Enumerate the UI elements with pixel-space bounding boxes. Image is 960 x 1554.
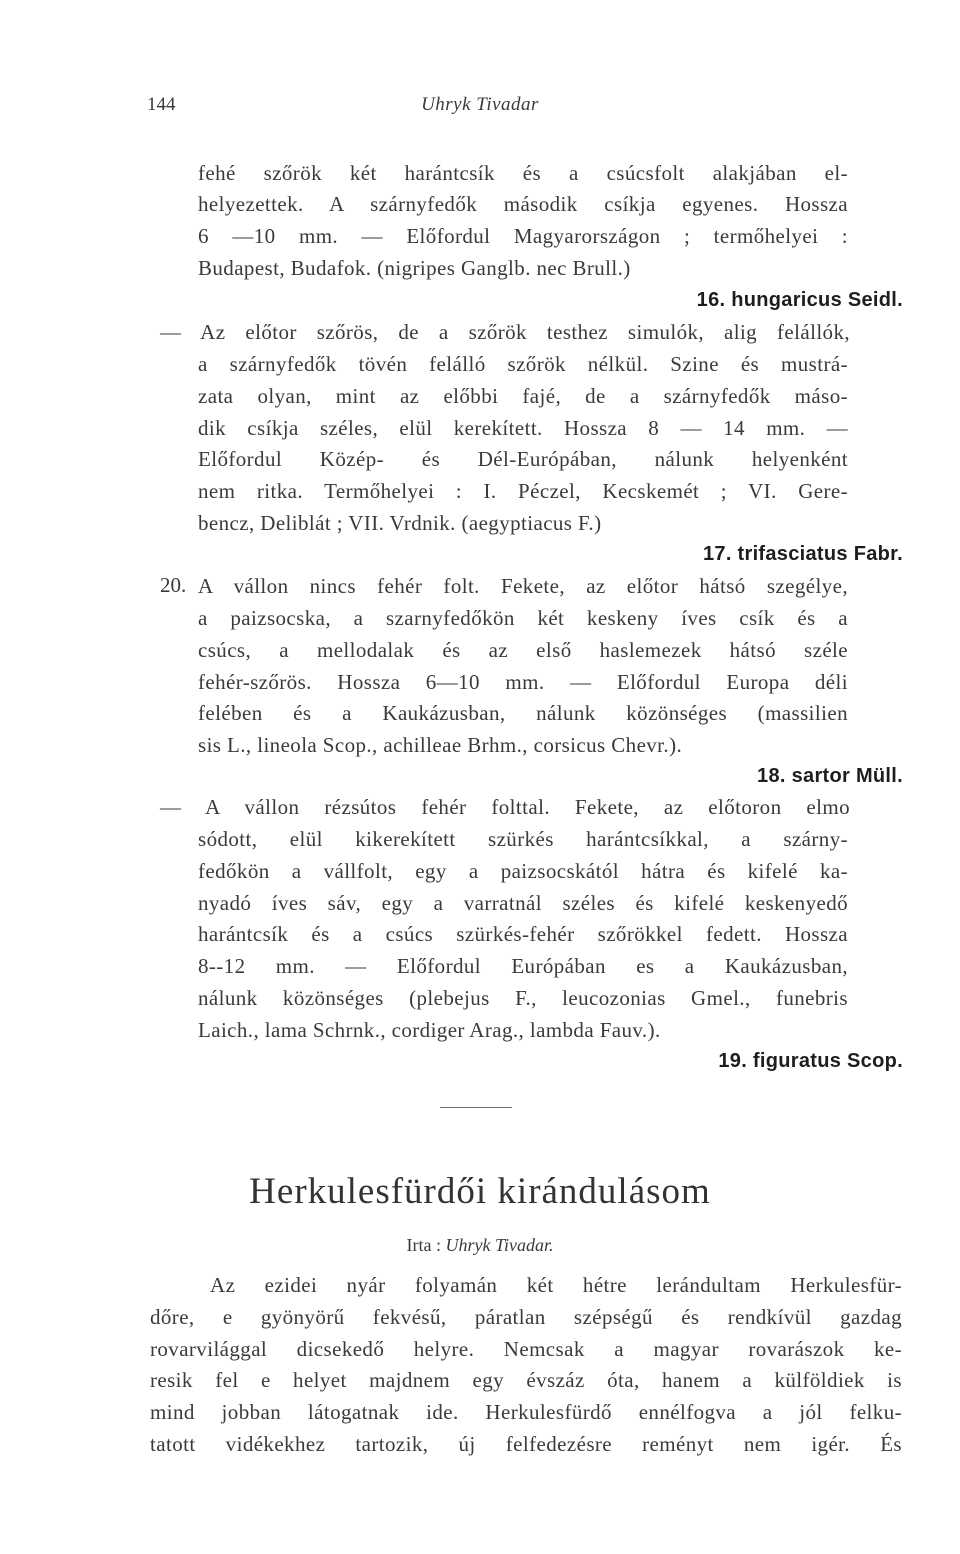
text-line: zata olyan, mint az előbbi fajé, de a szárnyfedők máso- (198, 384, 848, 408)
section-divider (440, 1107, 512, 1108)
text-line: fedőkön a vállfolt, egy a paizsocskától hátra és kifelé ka- (198, 859, 848, 883)
text-line: a paizsocska, a szarnyfedőkön két keskeny íves csík és a (198, 606, 848, 630)
text-line: Budapest, Budafok. (nigripes Ganglb. nec Brull.) (198, 256, 631, 280)
text-line: Előfordul Közép- és Dél-Európában, nálunk helyenként (198, 447, 848, 471)
article-line: resik fel e helyet majdnem egy évszáz óta, hanem a külföldiek is (150, 1368, 902, 1392)
text-line: harántcsík és a csúcs szürkés-fehér szőrökkel fedett. Hossza (198, 922, 848, 946)
text-line: sis L., lineola Scop., achilleae Brhm., corsicus Chevr.). (198, 733, 683, 757)
species-heading: 17. trifasciatus Fabr. (702, 543, 903, 565)
byline-author: Uhryk Tivadar. (445, 1235, 554, 1255)
article-title: Herkulesfürdői kirándulásom (249, 1171, 711, 1212)
text-line: 6 —10 mm. — Előfordul Magyarországon ; termőhelyei : (198, 224, 848, 248)
text-line: fehér-szőrös. Hossza 6—10 mm. — Előfordul Europa déli (198, 670, 848, 694)
page-number: 144 (147, 94, 176, 115)
article-byline (0, 1235, 960, 1256)
text-line: nyadó íves sáv, egy a varratnál széles és kifelé keskenyedő (198, 891, 848, 915)
text-line: 8--12 mm. — Előfordul Európában es a Kaukázusban, (198, 954, 848, 978)
article-line: tatott vidékekhez tartozik, új felfedezésre reményt nem igér. És (150, 1432, 902, 1456)
species-heading: 16. hungaricus Seidl. (696, 289, 903, 311)
text-line: csúcs, a mellodalak és az első haslemezek hátsó széle (198, 638, 848, 662)
text-line: helyezettek. A szárnyfedők második csíkja egyenes. Hossza (198, 192, 848, 216)
byline-prefix: Irta : (406, 1235, 441, 1255)
article-line: mind jobban látogatnak ide. Herkulesfürdő ennélfogva a jól felku- (150, 1400, 902, 1424)
species-heading: 18. sartor Müll. (757, 765, 903, 787)
text-line: dik csíkja széles, elül kerekített. Hossza 8 — 14 mm. — (198, 416, 848, 440)
text-line: — A vállon rézsútos fehér folttal. Fekete, az előtoron elmo (160, 795, 850, 819)
text-line: fehé szőrök két harántcsík és a csúcsfolt alakjában el- (198, 161, 848, 185)
text-line: — Az előtor szőrös, de a szőrök testhez simulók, alig felállók, (160, 320, 850, 344)
text-line: A vállon nincs fehér folt. Fekete, az előtor hátsó szegélye, (198, 574, 848, 598)
article-line: dőre, e gyönyörű fekvésű, páratlan szépségű és rendkívül gazdag (150, 1305, 902, 1329)
text-line: Laich., lama Schrnk., cordiger Arag., lambda Fauv.). (198, 1018, 661, 1042)
text-line: nálunk közönséges (plebejus F., leucozonias Gmel., funebris (198, 986, 848, 1010)
text-line: a szárnyfedők tövén felálló szőrök nélkül. Szine és mustrá- (198, 352, 848, 376)
text-line: nem ritka. Termőhelyei : I. Péczel, Kecskemét ; VI. Gere- (198, 479, 848, 503)
margin-number: 20. (160, 573, 187, 597)
text-line: bencz, Deliblát ; VII. Vrdnik. (aegyptiacus F.) (198, 511, 602, 535)
text-line: felében és a Kaukázusban, nálunk közönséges (massilien (198, 701, 848, 725)
species-heading: 19. figuratus Scop. (718, 1050, 903, 1072)
article-line: Az ezidei nyár folyamán két hétre lerándultam Herkulesfür- (210, 1273, 902, 1297)
running-title: Uhryk Tivadar (421, 94, 539, 115)
article-line: rovarvilággal dicsekedő helyre. Nemcsak a magyar rovarászok ke- (150, 1337, 902, 1361)
text-line: sódott, elül kikerekített szürkés harántcsíkkal, a szárny- (198, 827, 848, 851)
